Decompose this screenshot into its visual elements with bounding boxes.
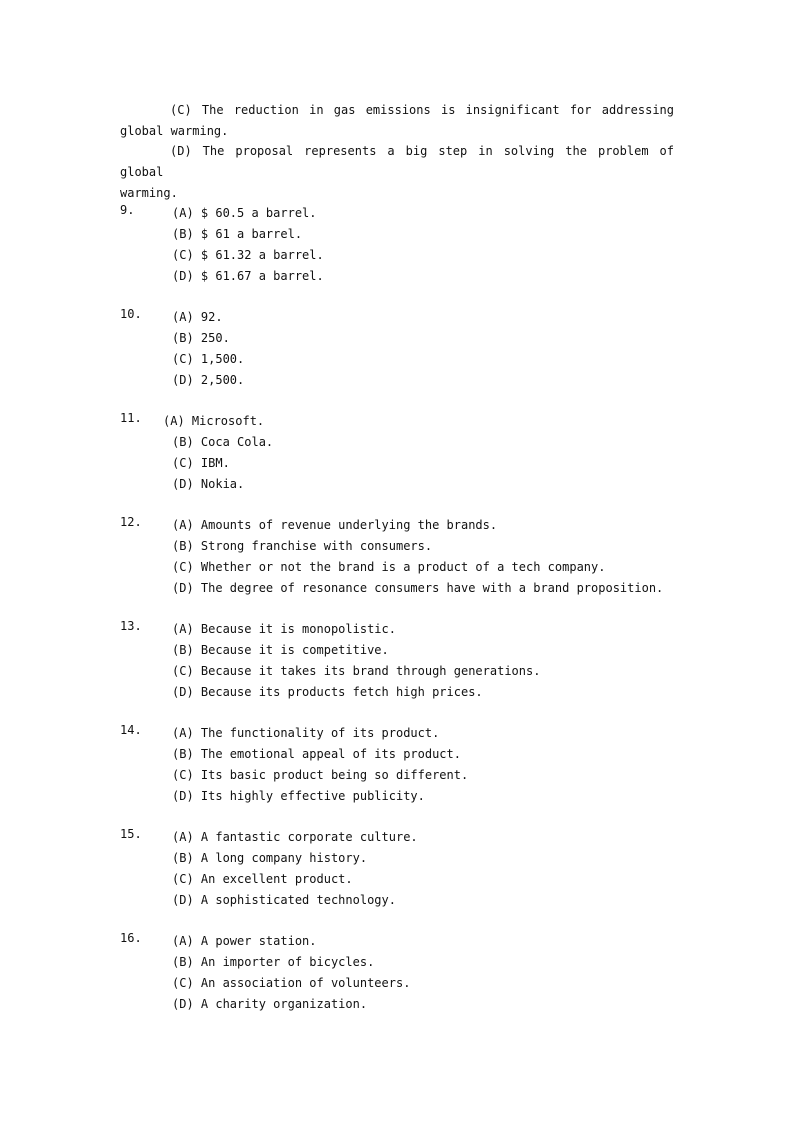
option-a: (A) A fantastic corporate culture.	[172, 830, 418, 844]
question-number: 9.	[120, 203, 135, 217]
option-d: (D) Its highly effective publicity.	[172, 789, 425, 803]
option-line: warming.	[120, 185, 178, 200]
q8-option-c	[120, 100, 674, 142]
option-line: global warming.	[120, 123, 229, 138]
question-number: 14.	[120, 723, 142, 737]
option-b: (B) $ 61 a barrel.	[172, 227, 303, 241]
q8-option-d	[120, 141, 674, 203]
option-d: (D) A sophisticated technology.	[172, 893, 396, 907]
option-b: (B) A long company history.	[172, 851, 368, 865]
option-line: (D) The proposal represents a big step in solving the problem of global	[120, 144, 674, 179]
option-a: (A) Amounts of revenue underlying the brands.	[172, 518, 498, 532]
option-d: (D) $ 61.67 a barrel.	[172, 269, 324, 283]
option-d: (D) Because its products fetch high prices.	[172, 685, 483, 699]
option-c: (C) $ 61.32 a barrel.	[172, 248, 324, 262]
option-c: (C) Whether or not the brand is a product of a tech company.	[172, 560, 606, 574]
option-a: (A) 92.	[172, 310, 223, 324]
option-c: (C) An association of volunteers.	[172, 976, 411, 990]
question-number: 12.	[120, 515, 142, 529]
option-c: (C) An excellent product.	[172, 872, 353, 886]
option-d: (D) The degree of resonance consumers have with a brand proposition.	[172, 581, 664, 595]
option-c: (C) Its basic product being so different.	[172, 768, 469, 782]
option-a: (A) The functionality of its product.	[172, 726, 440, 740]
option-a: (A) $ 60.5 a barrel.	[172, 206, 317, 220]
question-number: 11.	[120, 411, 142, 425]
option-a: (A) Microsoft.	[163, 414, 265, 428]
question-number: 15.	[120, 827, 142, 841]
option-a: (A) A power station.	[172, 934, 317, 948]
option-line: (C) The reduction in gas emissions is insignificant for addressing	[170, 103, 674, 117]
option-c: (C) Because it takes its brand through generations.	[172, 664, 541, 678]
question-number: 16.	[120, 931, 142, 945]
option-b: (B) The emotional appeal of its product.	[172, 747, 461, 761]
option-b: (B) 250.	[172, 331, 230, 345]
option-d: (D) A charity organization.	[172, 997, 368, 1011]
option-d: (D) Nokia.	[172, 477, 245, 491]
option-c: (C) IBM.	[172, 456, 230, 470]
option-a: (A) Because it is monopolistic.	[172, 622, 396, 636]
option-b: (B) An importer of bicycles.	[172, 955, 375, 969]
option-b: (B) Because it is competitive.	[172, 643, 389, 657]
question-number: 13.	[120, 619, 142, 633]
option-d: (D) 2,500.	[172, 373, 245, 387]
option-b: (B) Strong franchise with consumers.	[172, 539, 433, 553]
option-c: (C) 1,500.	[172, 352, 245, 366]
option-b: (B) Coca Cola.	[172, 435, 274, 449]
question-number: 10.	[120, 307, 142, 321]
